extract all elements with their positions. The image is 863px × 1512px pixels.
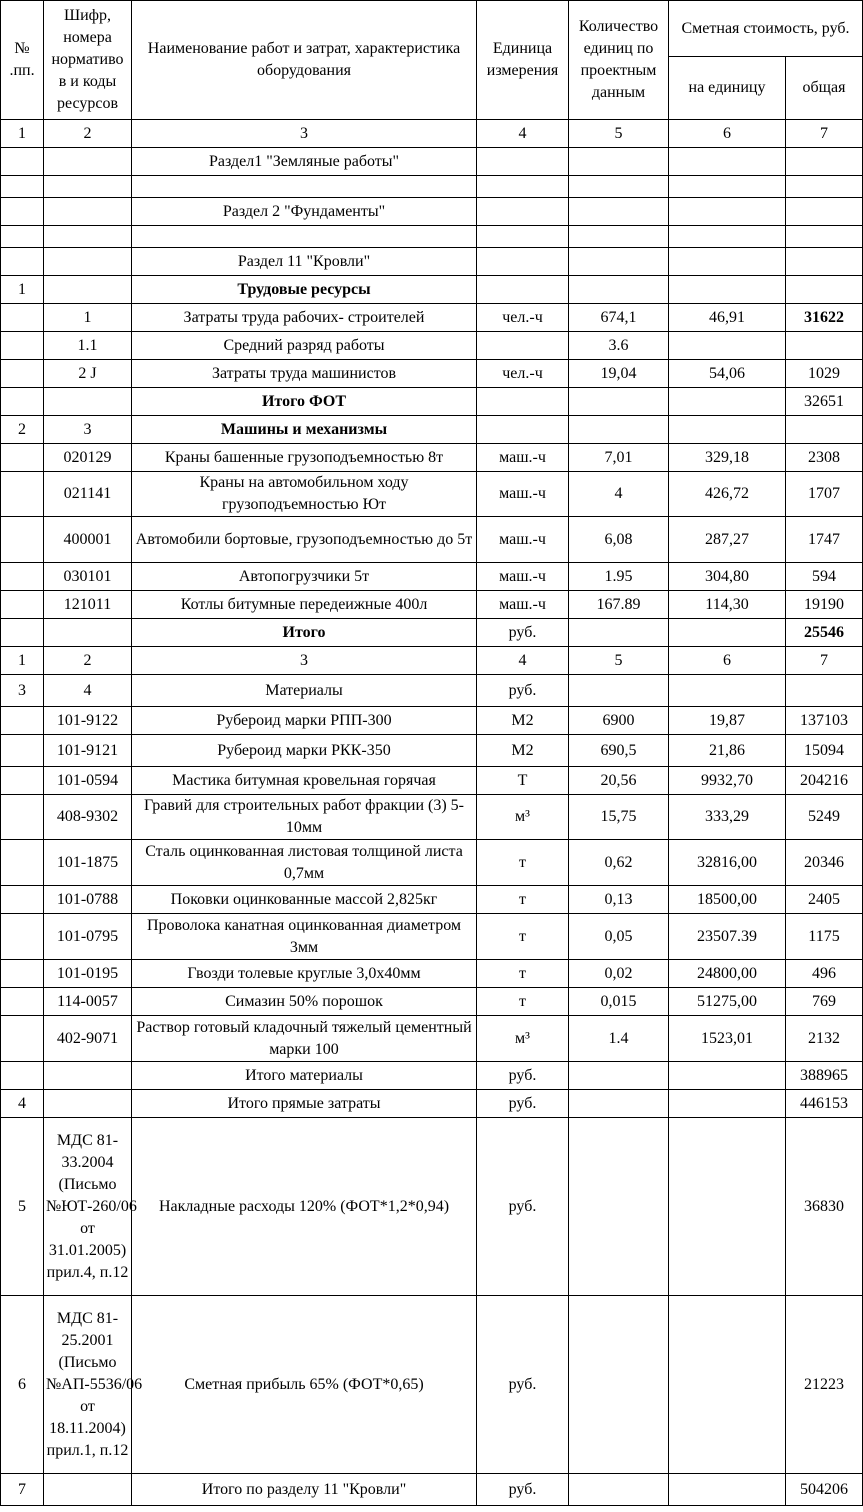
row-qty: [569, 675, 669, 707]
row-unit: руб.: [477, 1118, 569, 1296]
row-code: [44, 619, 132, 647]
row-code: 101-0195: [44, 960, 132, 988]
table-row: [1, 591, 863, 619]
row-price: 18500,00: [669, 886, 786, 914]
row-unit: маш.-ч: [477, 591, 569, 619]
row-no: [1, 388, 44, 416]
row-unit: т: [477, 840, 569, 886]
row-unit: м³: [477, 795, 569, 840]
row-code: [44, 1062, 132, 1090]
row-unit: [477, 332, 569, 360]
row-qty: 20,56: [569, 767, 669, 795]
row-unit: т: [477, 914, 569, 960]
row-name: Материалы: [132, 675, 477, 707]
row-code: 101-0594: [44, 767, 132, 795]
row-total: 25546: [786, 619, 863, 647]
row-qty: [569, 1090, 669, 1118]
table-row: [1, 886, 863, 914]
section-title: Раздел 2 "Фундаменты": [132, 198, 477, 226]
row-total: 446153: [786, 1090, 863, 1118]
row-no: [1, 517, 44, 563]
row-qty: 0,015: [569, 988, 669, 1016]
table-row: [1, 416, 863, 444]
table-row: [1, 444, 863, 472]
row-price: 32816,00: [669, 840, 786, 886]
row-price: 23507.39: [669, 914, 786, 960]
row-unit: руб.: [477, 1296, 569, 1474]
column-number: 5: [569, 647, 669, 675]
table-row: [1, 304, 863, 332]
row-total: [786, 416, 863, 444]
row-unit: Т: [477, 767, 569, 795]
row-code: 3: [44, 416, 132, 444]
row-unit: руб.: [477, 1090, 569, 1118]
row-qty: [569, 1474, 669, 1506]
row-qty: 7,01: [569, 444, 669, 472]
row-qty: [569, 416, 669, 444]
row-total: 1029: [786, 360, 863, 388]
table-row: [1, 517, 863, 563]
row-unit: [477, 388, 569, 416]
row-name: Рубероид марки РПП-300: [132, 707, 477, 735]
row-price: 9932,70: [669, 767, 786, 795]
row-code: 4: [44, 675, 132, 707]
row-qty: 15,75: [569, 795, 669, 840]
row-unit: маш.-ч: [477, 444, 569, 472]
row-price: 333,29: [669, 795, 786, 840]
section-row: [1, 248, 863, 276]
header-col-qty: Количество единиц по проектным данным: [569, 1, 669, 120]
row-code: 1.1: [44, 332, 132, 360]
row-total: [786, 675, 863, 707]
row-name: Котлы битумные передеижные 400л: [132, 591, 477, 619]
row-code: 020129: [44, 444, 132, 472]
row-name: Автопогрузчики 5т: [132, 563, 477, 591]
table-row: [1, 1118, 863, 1296]
table-row: [1, 767, 863, 795]
row-name: Гвозди толевые круглые 3,0х40мм: [132, 960, 477, 988]
column-number: 7: [786, 120, 863, 148]
row-name: Краны башенные грузоподъемностью 8т: [132, 444, 477, 472]
row-price: [669, 388, 786, 416]
table-row: [1, 360, 863, 388]
row-total: 769: [786, 988, 863, 1016]
row-price: 426,72: [669, 472, 786, 517]
row-price: [669, 675, 786, 707]
row-unit: руб.: [477, 1062, 569, 1090]
table-row: [1, 675, 863, 707]
row-total: 2405: [786, 886, 863, 914]
row-price: [669, 1090, 786, 1118]
row-name: Рубероид марки РКК-350: [132, 735, 477, 767]
row-name: Гравий для строительных работ фракции (3) 5-10мм: [132, 795, 477, 840]
header-col-code: Шифр, номера нормативо в и коды ресурсов: [44, 1, 132, 120]
header-col-name: Наименование работ и затрат, характеристика оборудования: [132, 1, 477, 120]
row-unit: т: [477, 960, 569, 988]
row-no: 7: [1, 1474, 44, 1506]
row-unit: руб.: [477, 619, 569, 647]
row-price: 19,87: [669, 707, 786, 735]
row-qty: 19,04: [569, 360, 669, 388]
row-code: 402-9071: [44, 1016, 132, 1062]
row-no: 5: [1, 1118, 44, 1296]
row-unit: М2: [477, 707, 569, 735]
row-total: 204216: [786, 767, 863, 795]
row-price: [669, 332, 786, 360]
row-unit: [477, 276, 569, 304]
row-no: [1, 914, 44, 960]
row-name: Краны на автомобильном ходу грузоподъемностью Ют: [132, 472, 477, 517]
row-no: 2: [1, 416, 44, 444]
row-no: [1, 795, 44, 840]
row-qty: [569, 1296, 669, 1474]
row-unit: М2: [477, 735, 569, 767]
table-row: [1, 735, 863, 767]
row-unit: чел.-ч: [477, 360, 569, 388]
row-no: [1, 332, 44, 360]
header-col-cost-total: общая: [786, 57, 863, 120]
table-row: [1, 707, 863, 735]
row-qty: 1.4: [569, 1016, 669, 1062]
row-name: Раствор готовый кладочный тяжелый цементный марки 100: [132, 1016, 477, 1062]
row-total: [786, 332, 863, 360]
row-no: [1, 1062, 44, 1090]
row-code: 114-0057: [44, 988, 132, 1016]
row-unit: чел.-ч: [477, 304, 569, 332]
column-number: 5: [569, 120, 669, 148]
row-qty: 0,62: [569, 840, 669, 886]
subtotal-row: [1, 1062, 863, 1090]
row-name: Симазин 50% порошок: [132, 988, 477, 1016]
row-qty: 0,02: [569, 960, 669, 988]
row-price: [669, 619, 786, 647]
row-total: 5249: [786, 795, 863, 840]
row-qty: 0,05: [569, 914, 669, 960]
row-total: 137103: [786, 707, 863, 735]
section-row: [1, 198, 863, 226]
row-total: 32651: [786, 388, 863, 416]
column-number: 1: [1, 647, 44, 675]
row-price: 24800,00: [669, 960, 786, 988]
row-unit: [477, 416, 569, 444]
section-title: Раздел 11 "Кровли": [132, 248, 477, 276]
row-price: 304,80: [669, 563, 786, 591]
row-code: 021141: [44, 472, 132, 517]
row-name: Проволока канатная оцинкованная диаметром 3мм: [132, 914, 477, 960]
header-col-cost-unit: на единицу: [669, 57, 786, 120]
row-total: 504206: [786, 1474, 863, 1506]
row-code: 030101: [44, 563, 132, 591]
row-no: 1: [1, 276, 44, 304]
table-row: [1, 795, 863, 840]
row-total: 1707: [786, 472, 863, 517]
row-name: Мастика битумная кровельная горячая: [132, 767, 477, 795]
row-code: МДС 81-33.2004 (Письмо №ЮТ-260/06 от 31.01.2005) прил.4, п.12: [44, 1118, 132, 1296]
table-row: [1, 1296, 863, 1474]
row-code: 101-9122: [44, 707, 132, 735]
row-qty: 3.6: [569, 332, 669, 360]
column-number: 2: [44, 647, 132, 675]
row-price: 287,27: [669, 517, 786, 563]
column-number: 4: [477, 647, 569, 675]
row-code: [44, 388, 132, 416]
row-total: 21223: [786, 1296, 863, 1474]
row-total: 15094: [786, 735, 863, 767]
row-total: 36830: [786, 1118, 863, 1296]
row-qty: 6900: [569, 707, 669, 735]
column-number-row: [1, 120, 863, 148]
grand-total-row: [1, 1474, 863, 1506]
row-name: Итого прямые затраты: [132, 1090, 477, 1118]
row-qty: 0,13: [569, 886, 669, 914]
column-number: 6: [669, 120, 786, 148]
row-name: Сталь оцинкованная листовая толщиной листа 0,7мм: [132, 840, 477, 886]
row-qty: 4: [569, 472, 669, 517]
row-code: 101-1875: [44, 840, 132, 886]
row-total: 388965: [786, 1062, 863, 1090]
row-price: 46,91: [669, 304, 786, 332]
row-name: Итого ФОТ: [132, 388, 477, 416]
row-price: 51275,00: [669, 988, 786, 1016]
row-code: [44, 1474, 132, 1506]
table-row: [1, 332, 863, 360]
row-name: Итого по разделу 11 "Кровли": [132, 1474, 477, 1506]
row-unit: руб.: [477, 675, 569, 707]
row-no: [1, 304, 44, 332]
row-qty: 690,5: [569, 735, 669, 767]
row-name: Затраты труда машинистов: [132, 360, 477, 388]
row-qty: [569, 619, 669, 647]
table-row: [1, 988, 863, 1016]
section-row: [1, 148, 863, 176]
column-number: 6: [669, 647, 786, 675]
blank-row: [1, 226, 863, 248]
column-number: 4: [477, 120, 569, 148]
row-no: 4: [1, 1090, 44, 1118]
row-qty: 6,08: [569, 517, 669, 563]
row-price: [669, 416, 786, 444]
row-total: 19190: [786, 591, 863, 619]
row-code: 2 J: [44, 360, 132, 388]
row-code: 121011: [44, 591, 132, 619]
row-price: 21,86: [669, 735, 786, 767]
row-unit: маш.-ч: [477, 472, 569, 517]
row-code: [44, 276, 132, 304]
column-number: 3: [132, 120, 477, 148]
row-total: 594: [786, 563, 863, 591]
row-total: 31622: [786, 304, 863, 332]
row-no: [1, 840, 44, 886]
row-qty: [569, 1118, 669, 1296]
blank-row: [1, 176, 863, 198]
header-col-cost: Сметная стоимость, руб.: [669, 1, 863, 57]
column-number: 1: [1, 120, 44, 148]
row-no: [1, 591, 44, 619]
row-no: [1, 619, 44, 647]
row-no: [1, 886, 44, 914]
column-number: 7: [786, 647, 863, 675]
row-price: 1523,01: [669, 1016, 786, 1062]
row-total: [786, 276, 863, 304]
row-total: 2132: [786, 1016, 863, 1062]
row-qty: [569, 388, 669, 416]
row-code: 101-0795: [44, 914, 132, 960]
row-no: [1, 1016, 44, 1062]
table-row: [1, 840, 863, 886]
row-price: [669, 1296, 786, 1474]
table-row: [1, 1016, 863, 1062]
row-name: Итого: [132, 619, 477, 647]
table-row: [1, 276, 863, 304]
row-unit: т: [477, 988, 569, 1016]
row-unit: маш.-ч: [477, 517, 569, 563]
row-code: 408-9302: [44, 795, 132, 840]
row-qty: [569, 276, 669, 304]
subtotal-row: [1, 1090, 863, 1118]
row-unit: т: [477, 886, 569, 914]
table-row: [1, 960, 863, 988]
row-unit: м³: [477, 1016, 569, 1062]
row-name: Поковки оцинкованные массой 2,825кг: [132, 886, 477, 914]
row-no: [1, 563, 44, 591]
row-total: 20346: [786, 840, 863, 886]
row-qty: 1.95: [569, 563, 669, 591]
row-name: Затраты труда рабочих- строителей: [132, 304, 477, 332]
row-code: 101-0788: [44, 886, 132, 914]
row-code: МДС 81-25.2001 (Письмо №АП-5536/06 от 18.11.2004) прил.1, п.12: [44, 1296, 132, 1474]
row-price: 329,18: [669, 444, 786, 472]
table-row: [1, 914, 863, 960]
row-price: 54,06: [669, 360, 786, 388]
row-price: 114,30: [669, 591, 786, 619]
row-name: Машины и механизмы: [132, 416, 477, 444]
column-number: 2: [44, 120, 132, 148]
row-name: Трудовые ресурсы: [132, 276, 477, 304]
row-price: [669, 1118, 786, 1296]
row-no: [1, 988, 44, 1016]
row-name: Итого материалы: [132, 1062, 477, 1090]
row-no: [1, 444, 44, 472]
section-title: Раздел1 "Земляные работы": [132, 148, 477, 176]
row-no: [1, 472, 44, 517]
row-no: 3: [1, 675, 44, 707]
row-no: [1, 735, 44, 767]
column-number-row: [1, 647, 863, 675]
row-no: [1, 360, 44, 388]
row-name: Автомобили бортовые, грузоподъемностью до 5т: [132, 517, 477, 563]
row-name: Сметная прибыль 65% (ФОТ*0,65): [132, 1296, 477, 1474]
row-unit: руб.: [477, 1474, 569, 1506]
row-code: [44, 1090, 132, 1118]
subtotal-row: [1, 388, 863, 416]
row-total: 1747: [786, 517, 863, 563]
header-col-unit: Единица измерения: [477, 1, 569, 120]
row-total: 1175: [786, 914, 863, 960]
table-row: [1, 472, 863, 517]
row-name: Накладные расходы 120% (ФОТ*1,2*0,94): [132, 1118, 477, 1296]
row-no: 6: [1, 1296, 44, 1474]
row-price: [669, 276, 786, 304]
row-price: [669, 1062, 786, 1090]
row-code: 1: [44, 304, 132, 332]
row-price: [669, 1474, 786, 1506]
row-name: Средний разряд работы: [132, 332, 477, 360]
row-total: 2308: [786, 444, 863, 472]
row-no: [1, 767, 44, 795]
row-no: [1, 707, 44, 735]
header-col-no: № .пп.: [1, 1, 44, 120]
row-code: 101-9121: [44, 735, 132, 767]
row-total: 496: [786, 960, 863, 988]
row-code: 400001: [44, 517, 132, 563]
row-no: [1, 960, 44, 988]
row-qty: [569, 1062, 669, 1090]
row-unit: маш.-ч: [477, 563, 569, 591]
table-row: [1, 563, 863, 591]
row-qty: 167.89: [569, 591, 669, 619]
column-number: 3: [132, 647, 477, 675]
subtotal-row: [1, 619, 863, 647]
row-qty: 674,1: [569, 304, 669, 332]
